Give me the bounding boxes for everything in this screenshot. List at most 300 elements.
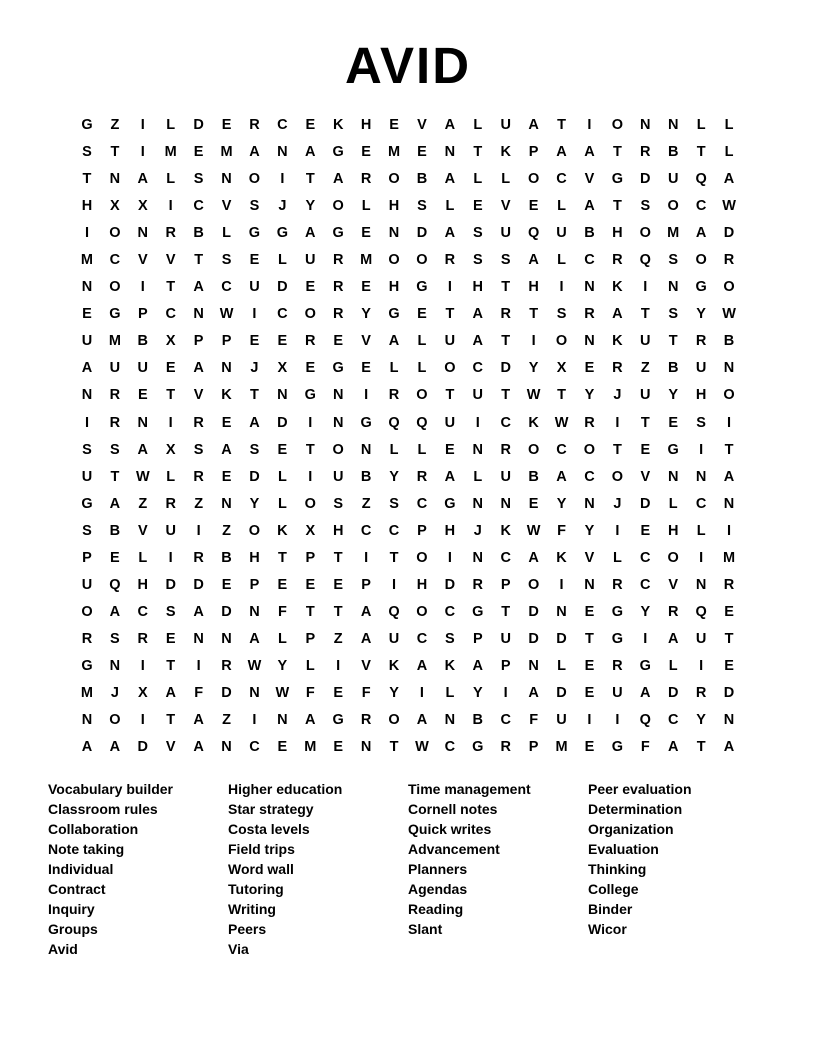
grid-letter: I xyxy=(364,387,369,404)
grid-letter: E xyxy=(305,117,316,133)
grid-letter: X xyxy=(137,684,148,701)
grid-letter: A xyxy=(193,360,204,377)
grid-letter: R xyxy=(416,468,428,485)
grid-letter: D xyxy=(193,576,204,593)
word-list-item: Cornell notes xyxy=(408,801,498,817)
grid-letter: R xyxy=(193,549,204,566)
grid-letter: P xyxy=(249,576,260,593)
grid-letter: T xyxy=(696,144,706,161)
grid-letter: B xyxy=(667,360,679,377)
grid-letter: I xyxy=(140,279,145,296)
grid-letter: E xyxy=(724,603,734,620)
grid-letter: N xyxy=(193,630,204,647)
grid-letter: D xyxy=(416,225,428,242)
grid-letter: O xyxy=(81,603,93,620)
grid-letter: Y xyxy=(556,495,567,512)
grid-letter: I xyxy=(168,198,173,215)
grid-letter: Q xyxy=(695,603,707,620)
grid-letter: N xyxy=(137,225,149,242)
grid-letter: E xyxy=(165,630,176,647)
page-title: AVID xyxy=(344,37,472,94)
grid-letter: K xyxy=(556,549,567,566)
grid-letter: E xyxy=(137,387,148,404)
word-list-column xyxy=(48,779,173,959)
grid-letter: I xyxy=(140,657,145,674)
grid-letter: F xyxy=(305,684,315,701)
grid-letter: W xyxy=(135,468,150,485)
grid-letter: W xyxy=(275,684,290,701)
grid-letter: X xyxy=(165,333,176,350)
grid-letter: R xyxy=(388,387,400,404)
grid-letter: K xyxy=(388,657,400,674)
grid-letter: C xyxy=(444,603,456,620)
grid-letter: B xyxy=(137,333,149,350)
word-list-item: Vocabulary builder xyxy=(48,781,173,797)
grid-letter: S xyxy=(500,252,511,269)
grid-letter: G xyxy=(332,225,344,242)
grid-letter: O xyxy=(248,171,261,188)
grid-letter: A xyxy=(109,603,121,620)
grid-letter: I xyxy=(252,712,257,729)
grid-letter: R xyxy=(695,684,707,701)
grid-letter: A xyxy=(723,171,735,188)
word-list-item: Agendas xyxy=(408,881,468,897)
grid-letter: H xyxy=(81,198,93,215)
grid-letter: I xyxy=(140,144,145,161)
grid-letter: I xyxy=(280,171,285,188)
grid-letter: A xyxy=(723,468,735,485)
grid-letter: A xyxy=(416,657,428,674)
grid-letter: J xyxy=(613,387,622,404)
grid-letter: B xyxy=(416,171,428,188)
grid-letter: R xyxy=(695,333,707,350)
grid-letter: K xyxy=(277,522,288,539)
grid-letter: E xyxy=(110,549,120,566)
grid-letter: N xyxy=(695,576,707,593)
word-list-item: Time management xyxy=(408,781,531,797)
grid-letter: P xyxy=(528,739,539,756)
grid-letter: N xyxy=(277,387,288,404)
grid-letter: I xyxy=(308,414,313,431)
grid-letter: Z xyxy=(194,495,204,512)
grid-letter: E xyxy=(361,279,371,296)
grid-letter: R xyxy=(137,630,149,647)
grid-letter: S xyxy=(110,630,120,647)
grid-letter: E xyxy=(584,684,595,701)
grid-letter: E xyxy=(221,414,232,431)
grid-letter: R xyxy=(332,306,344,323)
grid-letter: R xyxy=(305,333,316,350)
grid-letter: O xyxy=(611,117,623,133)
word-list-item: College xyxy=(588,881,639,897)
grid-letter: A xyxy=(137,441,149,458)
grid-letter: N xyxy=(472,495,484,512)
grid-letter: R xyxy=(109,387,121,404)
grid-letter: A xyxy=(556,468,567,485)
grid-letter: P xyxy=(500,576,511,593)
grid-letter: I xyxy=(643,279,648,296)
grid-letter: M xyxy=(667,225,680,242)
grid-letter: X xyxy=(556,360,567,377)
grid-letter: T xyxy=(389,739,399,756)
grid-letter: R xyxy=(165,495,176,512)
grid-letter: Y xyxy=(389,684,399,701)
grid-letter: D xyxy=(193,117,204,133)
grid-letter: R xyxy=(612,576,623,593)
grid-letter: N xyxy=(81,279,93,296)
grid-letter: Q xyxy=(527,225,540,242)
grid-letter: O xyxy=(416,252,428,269)
grid-letter: G xyxy=(332,360,344,377)
grid-letter: N xyxy=(81,387,93,404)
grid-letter: G xyxy=(388,306,400,323)
grid-letter: U xyxy=(388,630,400,647)
grid-letter: P xyxy=(82,549,92,566)
grid-letter: I xyxy=(699,657,704,674)
grid-letter: C xyxy=(277,117,288,133)
grid-letter: I xyxy=(168,414,173,431)
grid-letter: Y xyxy=(389,468,399,485)
grid-letter: V xyxy=(137,522,148,539)
word-list-item: Organization xyxy=(588,821,674,837)
grid-letter: R xyxy=(584,306,595,323)
grid-letter: V xyxy=(640,468,651,485)
grid-letter: U xyxy=(81,468,93,485)
grid-letter: A xyxy=(221,441,232,458)
grid-letter: Y xyxy=(696,712,706,729)
grid-letter: V xyxy=(500,198,511,215)
grid-letter: C xyxy=(695,198,707,215)
grid-letter: A xyxy=(81,360,93,377)
grid-letter: L xyxy=(417,441,427,458)
grid-letter: L xyxy=(222,225,231,242)
grid-letter: T xyxy=(194,252,204,269)
grid-letter: A xyxy=(305,225,316,242)
grid-letter: U xyxy=(695,360,707,377)
grid-letter: D xyxy=(165,576,176,593)
grid-letter: U xyxy=(640,333,651,350)
grid-letter: R xyxy=(723,252,735,269)
grid-letter: D xyxy=(556,684,567,701)
word-list-item: Determination xyxy=(588,801,683,817)
grid-letter: T xyxy=(166,279,176,296)
grid-letter: A xyxy=(137,171,149,188)
grid-letter: I xyxy=(392,576,397,593)
grid-letter: I xyxy=(168,549,173,566)
word-list-item: Quick writes xyxy=(408,821,492,837)
grid-letter: H xyxy=(528,279,539,296)
grid-letter: L xyxy=(417,360,427,377)
grid-letter: S xyxy=(668,306,679,323)
grid-letter: L xyxy=(445,684,455,701)
grid-letter: T xyxy=(333,603,343,620)
grid-letter: Q xyxy=(416,414,428,431)
word-list-item: Avid xyxy=(48,941,78,957)
grid-letter: U xyxy=(165,522,176,539)
grid-letter: U xyxy=(137,360,149,377)
grid-letter: N xyxy=(556,603,567,620)
grid-letter: E xyxy=(584,360,595,377)
grid-letter: S xyxy=(165,603,176,620)
grid-letter: C xyxy=(165,306,176,323)
grid-letter: N xyxy=(277,144,288,161)
grid-letter: P xyxy=(305,549,316,566)
grid-letter: G xyxy=(276,225,288,242)
grid-letter: Q xyxy=(639,252,651,269)
grid-letter: E xyxy=(361,144,371,161)
grid-letter: T xyxy=(640,306,650,323)
grid-letter: I xyxy=(196,657,201,674)
grid-letter: N xyxy=(528,657,539,674)
word-list-item: Groups xyxy=(48,921,98,937)
grid-letter: T xyxy=(501,387,511,404)
grid-letter: H xyxy=(332,522,344,539)
grid-letter: Z xyxy=(333,630,343,647)
grid-letter: I xyxy=(475,414,480,431)
grid-letter: T xyxy=(389,549,399,566)
grid-letter: L xyxy=(557,657,566,674)
grid-letter: I xyxy=(419,684,424,701)
grid-letter: C xyxy=(667,712,679,729)
grid-letter: R xyxy=(612,252,623,269)
grid-letter: A xyxy=(305,712,316,729)
grid-letter: L xyxy=(473,468,483,485)
grid-letter: H xyxy=(360,117,372,133)
grid-letter: C xyxy=(556,441,567,458)
word-list-item: Reading xyxy=(408,901,464,917)
grid-letter: E xyxy=(668,414,679,431)
grid-letter: L xyxy=(389,360,399,377)
grid-letter: W xyxy=(722,198,736,215)
grid-letter: R xyxy=(165,225,176,242)
grid-letter: D xyxy=(723,225,735,242)
grid-letter: T xyxy=(696,739,706,756)
grid-letter: Q xyxy=(388,603,400,620)
grid-letter: A xyxy=(165,684,176,701)
grid-letter: D xyxy=(221,603,232,620)
grid-letter: E xyxy=(249,333,260,350)
grid-letter: U xyxy=(612,684,623,701)
grid-letter: Z xyxy=(138,495,148,512)
grid-letter: N xyxy=(584,576,595,593)
grid-letter: Q xyxy=(388,414,400,431)
grid-letter: D xyxy=(528,630,539,647)
grid-letter: T xyxy=(612,198,622,215)
grid-letter: E xyxy=(277,739,288,756)
grid-letter: N xyxy=(249,684,260,701)
grid-letter: M xyxy=(220,144,233,161)
grid-letter: I xyxy=(699,549,704,566)
grid-letter: A xyxy=(332,171,344,188)
grid-letter: O xyxy=(248,522,261,539)
grid-letter: R xyxy=(584,414,595,431)
grid-letter: E xyxy=(472,198,483,215)
grid-letter: H xyxy=(137,576,149,593)
grid-letter: A xyxy=(528,117,539,133)
grid-letter: L xyxy=(166,117,176,133)
grid-letter: C xyxy=(584,468,595,485)
grid-letter: T xyxy=(501,333,511,350)
grid-letter: G xyxy=(81,495,93,512)
grid-letter: I xyxy=(615,522,620,539)
grid-letter: L xyxy=(361,198,371,215)
grid-letter: E xyxy=(361,225,371,242)
grid-letter: N xyxy=(472,441,484,458)
grid-letter: O xyxy=(416,387,428,404)
grid-letter: M xyxy=(304,739,317,756)
grid-letter: L xyxy=(724,117,734,133)
grid-letter: N xyxy=(584,495,595,512)
grid-letter: E xyxy=(389,117,399,133)
grid-letter: L xyxy=(668,495,678,512)
grid-letter: N xyxy=(584,279,595,296)
grid-letter: L xyxy=(277,495,287,512)
grid-letter: W xyxy=(415,739,429,756)
grid-letter: R xyxy=(667,603,679,620)
grid-letter: L xyxy=(724,144,734,161)
grid-letter: I xyxy=(587,117,592,133)
grid-letter: I xyxy=(559,576,564,593)
grid-letter: O xyxy=(583,441,596,458)
grid-letter: X xyxy=(165,441,176,458)
grid-letter: S xyxy=(193,171,204,188)
grid-letter: E xyxy=(528,198,539,215)
grid-letter: N xyxy=(221,739,232,756)
grid-letter: E xyxy=(417,144,427,161)
grid-letter: O xyxy=(388,712,400,729)
grid-letter: Y xyxy=(361,306,371,323)
grid-letter: L xyxy=(138,549,148,566)
grid-letter: V xyxy=(221,198,232,215)
grid-letter: C xyxy=(640,549,651,566)
grid-letter: V xyxy=(165,252,176,269)
grid-letter: D xyxy=(221,684,232,701)
grid-letter: U xyxy=(332,468,344,485)
grid-letter: E xyxy=(277,576,288,593)
grid-letter: Q xyxy=(695,171,707,188)
grid-letter: C xyxy=(472,360,484,377)
grid-letter: I xyxy=(308,468,313,485)
grid-letter: Z xyxy=(222,522,231,539)
grid-letter: J xyxy=(613,495,622,512)
grid-letter: K xyxy=(221,387,232,404)
grid-letter: G xyxy=(248,225,261,242)
grid-letter: Y xyxy=(305,198,316,215)
grid-letter: N xyxy=(221,171,232,188)
grid-letter: B xyxy=(360,468,372,485)
grid-letter: A xyxy=(723,739,735,756)
grid-letter: S xyxy=(110,441,120,458)
word-list-item: Planners xyxy=(408,861,468,877)
grid-letter: O xyxy=(555,333,568,350)
grid-letter: E xyxy=(82,306,92,323)
grid-letter: I xyxy=(140,117,145,133)
grid-letter: R xyxy=(500,306,511,323)
grid-letter: N xyxy=(332,387,344,404)
grid-letter: L xyxy=(389,441,399,458)
grid-letter: Y xyxy=(249,495,260,512)
grid-letter: U xyxy=(556,225,567,242)
grid-letter: Z xyxy=(640,360,650,377)
grid-letter: G xyxy=(332,712,344,729)
grid-letter: O xyxy=(388,252,400,269)
grid-letter: W xyxy=(247,657,262,674)
grid-letter: E xyxy=(584,657,595,674)
grid-letter: E xyxy=(445,441,455,458)
grid-letter: O xyxy=(388,171,400,188)
grid-letter: A xyxy=(472,333,484,350)
grid-letter: N xyxy=(723,495,735,512)
grid-letter: A xyxy=(444,225,456,242)
grid-letter: Q xyxy=(639,712,651,729)
grid-letter: H xyxy=(444,522,456,539)
grid-letter: V xyxy=(584,549,595,566)
grid-letter: O xyxy=(527,576,540,593)
grid-letter: A xyxy=(472,306,484,323)
word-search-grid xyxy=(73,112,743,761)
grid-letter: X xyxy=(110,198,120,215)
grid-letter: N xyxy=(277,712,288,729)
grid-letter: N xyxy=(667,117,679,133)
grid-letter: U xyxy=(500,117,511,133)
grid-letter: A xyxy=(444,171,456,188)
grid-letter: I xyxy=(447,279,452,296)
grid-letter: R xyxy=(332,279,344,296)
grid-letter: K xyxy=(612,333,623,350)
grid-letter: P xyxy=(500,657,511,674)
grid-letter: O xyxy=(416,603,428,620)
grid-letter: L xyxy=(668,657,678,674)
word-list-item: Tutoring xyxy=(228,881,284,897)
grid-letter: L xyxy=(277,468,287,485)
grid-letter: F xyxy=(529,712,539,729)
grid-letter: C xyxy=(695,495,707,512)
grid-letter: U xyxy=(500,630,511,647)
grid-letter: J xyxy=(278,198,287,215)
word-list-item: Classroom rules xyxy=(48,801,158,817)
grid-letter: R xyxy=(472,576,484,593)
grid-letter: X xyxy=(277,360,288,377)
word-list-item: Field trips xyxy=(228,841,295,857)
word-list-item: Star strategy xyxy=(228,801,314,817)
grid-letter: A xyxy=(193,739,204,756)
grid-letter: R xyxy=(332,252,344,269)
grid-letter: C xyxy=(500,414,511,431)
grid-letter: I xyxy=(364,549,369,566)
grid-letter: O xyxy=(527,441,540,458)
grid-letter: O xyxy=(695,252,707,269)
grid-letter: H xyxy=(695,387,707,404)
grid-letter: G xyxy=(416,279,428,296)
grid-letter: O xyxy=(611,468,623,485)
grid-letter: N xyxy=(81,712,93,729)
word-list-item: Peer evaluation xyxy=(588,781,692,797)
grid-letter: P xyxy=(221,333,232,350)
grid-letter: Y xyxy=(696,306,706,323)
grid-letter: M xyxy=(80,252,93,269)
grid-letter: S xyxy=(193,441,204,458)
grid-letter: A xyxy=(249,630,260,647)
grid-letter: H xyxy=(612,225,623,242)
grid-letter: M xyxy=(360,252,373,269)
grid-letter: C xyxy=(500,549,511,566)
grid-letter: L xyxy=(305,657,315,674)
grid-letter: V xyxy=(193,387,204,404)
grid-letter: C xyxy=(388,522,400,539)
grid-letter: N xyxy=(221,630,232,647)
grid-letter: J xyxy=(250,360,259,377)
grid-letter: O xyxy=(667,549,679,566)
